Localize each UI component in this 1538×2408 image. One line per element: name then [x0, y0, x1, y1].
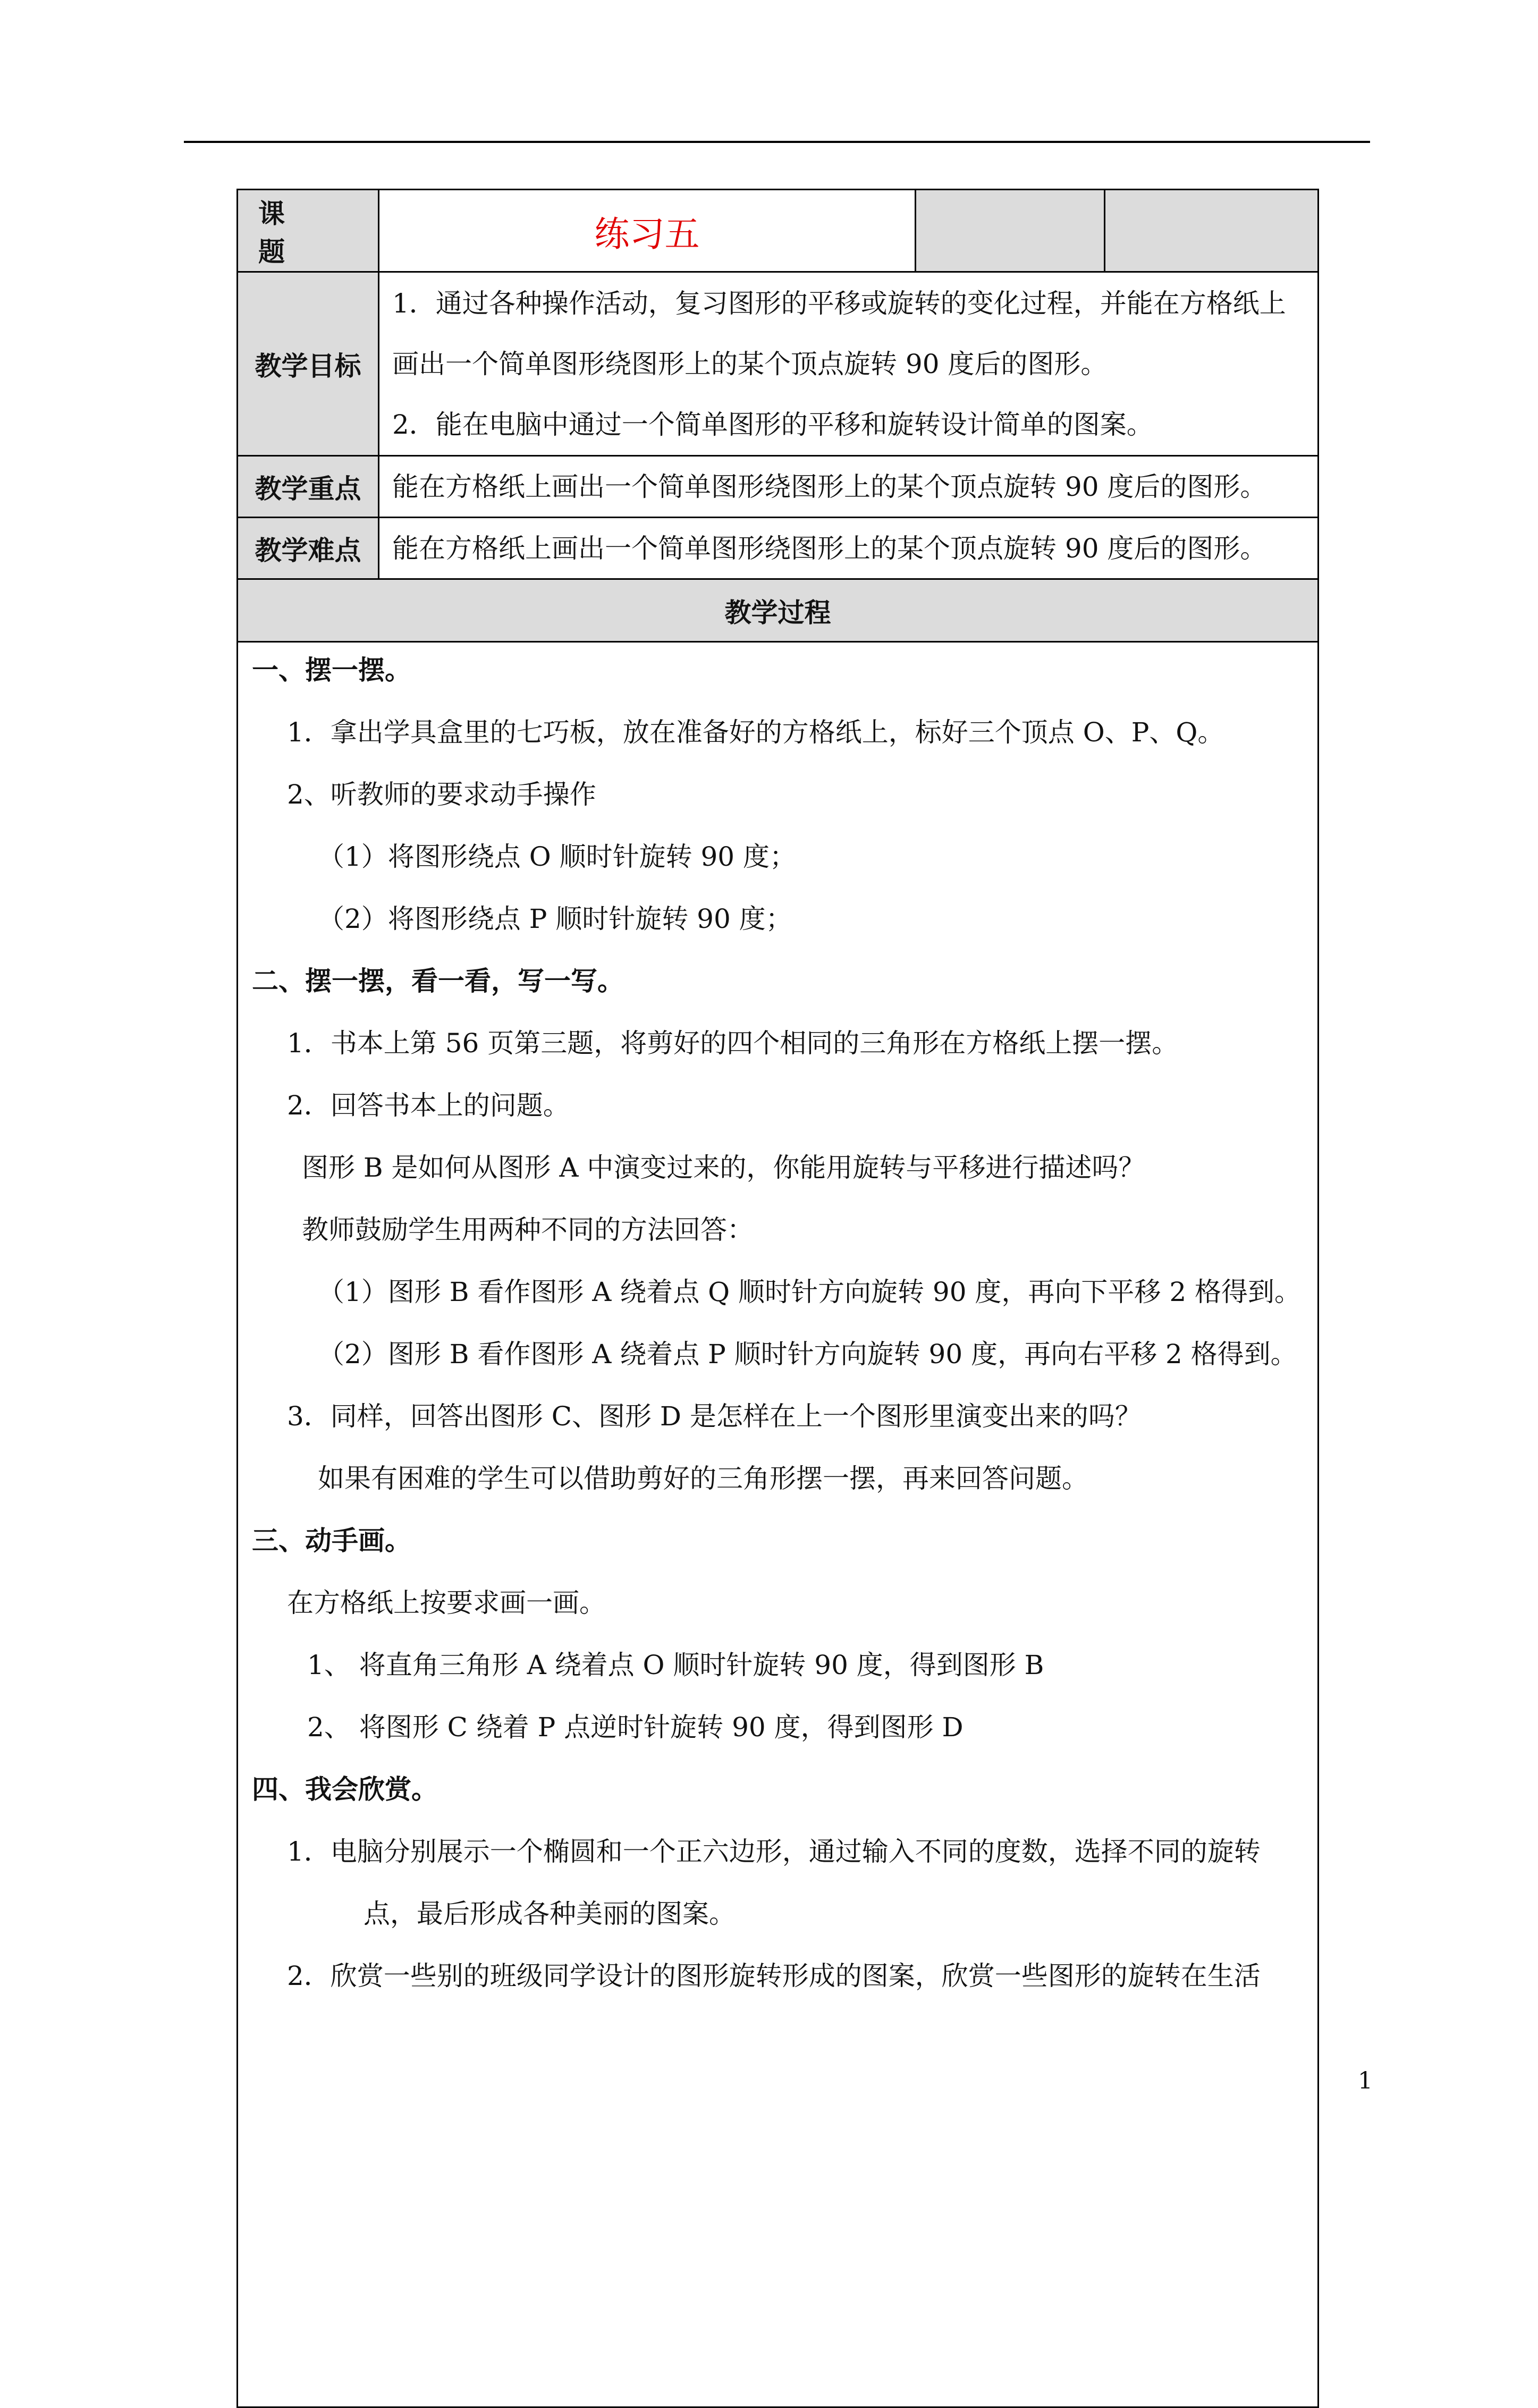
- section-4-item-1-line-2: 点，最后形成各种美丽的图案。: [364, 1898, 736, 1929]
- section-3-intro: 在方格纸上按要求画一画。: [287, 1587, 606, 1618]
- goals-row: [238, 272, 1319, 456]
- title-blank-cell-1: [916, 190, 1105, 272]
- section-4-item-1-line-1: 1．电脑分别展示一个椭圆和一个正六边形，通过输入不同的度数，选择不同的旋转: [287, 1836, 1261, 1867]
- section-2-hint: 如果有困难的学生可以借助剪好的三角形摆一摆，再来回答问题。: [318, 1463, 1088, 1494]
- difficulty-label: 教学难点: [238, 518, 379, 579]
- section-3-task-1: 1、 将直角三角形 A 绕着点 O 顺时针旋转 90 度，得到图形 B: [307, 1650, 1044, 1680]
- section-4-title: 四、我会欣赏。: [252, 1773, 438, 1805]
- page-number: 1: [1358, 2067, 1373, 2094]
- section-2-step-2: 2．回答书本上的问题。: [287, 1090, 570, 1121]
- goals-label: 教学目标: [238, 272, 379, 456]
- section-4-item-2: 2．欣赏一些别的班级同学设计的图形旋转形成的图案，欣赏一些图形的旋转在生活: [287, 1961, 1261, 1991]
- process-header: 教学过程: [238, 579, 1319, 642]
- difficulty-row: [238, 518, 1319, 579]
- section-2-title: 二、摆一摆，看一看，写一写。: [252, 965, 624, 996]
- goal-item-2: 2．能在电脑中通过一个简单图形的平移和旋转设计简单的图案。: [392, 409, 1153, 440]
- header-rule: [184, 141, 1370, 143]
- section-2-question: 图形 B 是如何从图形 A 中演变过来的，你能用旋转与平移进行描述吗？: [302, 1152, 1145, 1183]
- process-header-row: [238, 579, 1319, 642]
- goal-item-1-line-1: 1．通过各种操作活动，复习图形的平移或旋转的变化过程，并能在方格纸上: [392, 288, 1286, 319]
- title-label: 课 题: [238, 190, 379, 272]
- section-3-task-2: 2、 将图形 C 绕着 P 点逆时针旋转 90 度，得到图形 D: [307, 1712, 964, 1743]
- section-1-step-2b: （2）将图形绕点 P 顺时针旋转 90 度；: [318, 903, 792, 934]
- key-point-label: 教学重点: [238, 456, 379, 518]
- section-1-step-2: 2、听教师的要求动手操作: [287, 779, 596, 810]
- section-2-answer-1: （1）图形 B 看作图形 A 绕着点 Q 顺时针方向旋转 90 度，再向下平移 2 格得到。: [318, 1277, 1302, 1307]
- section-2-answer-2: （2）图形 B 看作图形 A 绕着点 P 顺时针方向旋转 90 度，再向右平移 2 格得到。: [318, 1339, 1297, 1370]
- lesson-title: 练习五: [379, 190, 916, 272]
- key-point-row: [238, 456, 1319, 518]
- section-2-step-3: 3．同样，回答出图形 C、图形 D 是怎样在上一个图形里演变出来的吗？: [287, 1401, 1142, 1432]
- title-blank-cell-2: [1105, 190, 1319, 272]
- goal-item-1-line-2: 画出一个简单图形绕图形上的某个顶点旋转 90 度后的图形。: [392, 348, 1108, 379]
- goals-content: [379, 272, 1319, 456]
- section-3-title: 三、动手画。: [252, 1525, 411, 1556]
- process-content: [238, 642, 1319, 2407]
- lesson-plan-table: [236, 189, 1319, 2408]
- process-row: [238, 642, 1319, 2407]
- title-row: [238, 190, 1319, 272]
- section-1-title: 一、摆一摆。: [252, 654, 411, 686]
- difficulty-text: 能在方格纸上画出一个简单图形绕图形上的某个顶点旋转 90 度后的图形。: [379, 518, 1319, 579]
- section-2-encourage: 教师鼓励学生用两种不同的方法回答：: [302, 1214, 754, 1245]
- section-2-step-1: 1．书本上第 56 页第三题，将剪好的四个相同的三角形在方格纸上摆一摆。: [287, 1028, 1179, 1059]
- key-point-text: 能在方格纸上画出一个简单图形绕图形上的某个顶点旋转 90 度后的图形。: [379, 456, 1319, 518]
- section-1-step-1: 1．拿出学具盒里的七巧板，放在准备好的方格纸上，标好三个顶点 O、P、Q。: [287, 717, 1224, 748]
- section-1-step-2a: （1）将图形绕点 O 顺时针旋转 90 度；: [318, 841, 796, 872]
